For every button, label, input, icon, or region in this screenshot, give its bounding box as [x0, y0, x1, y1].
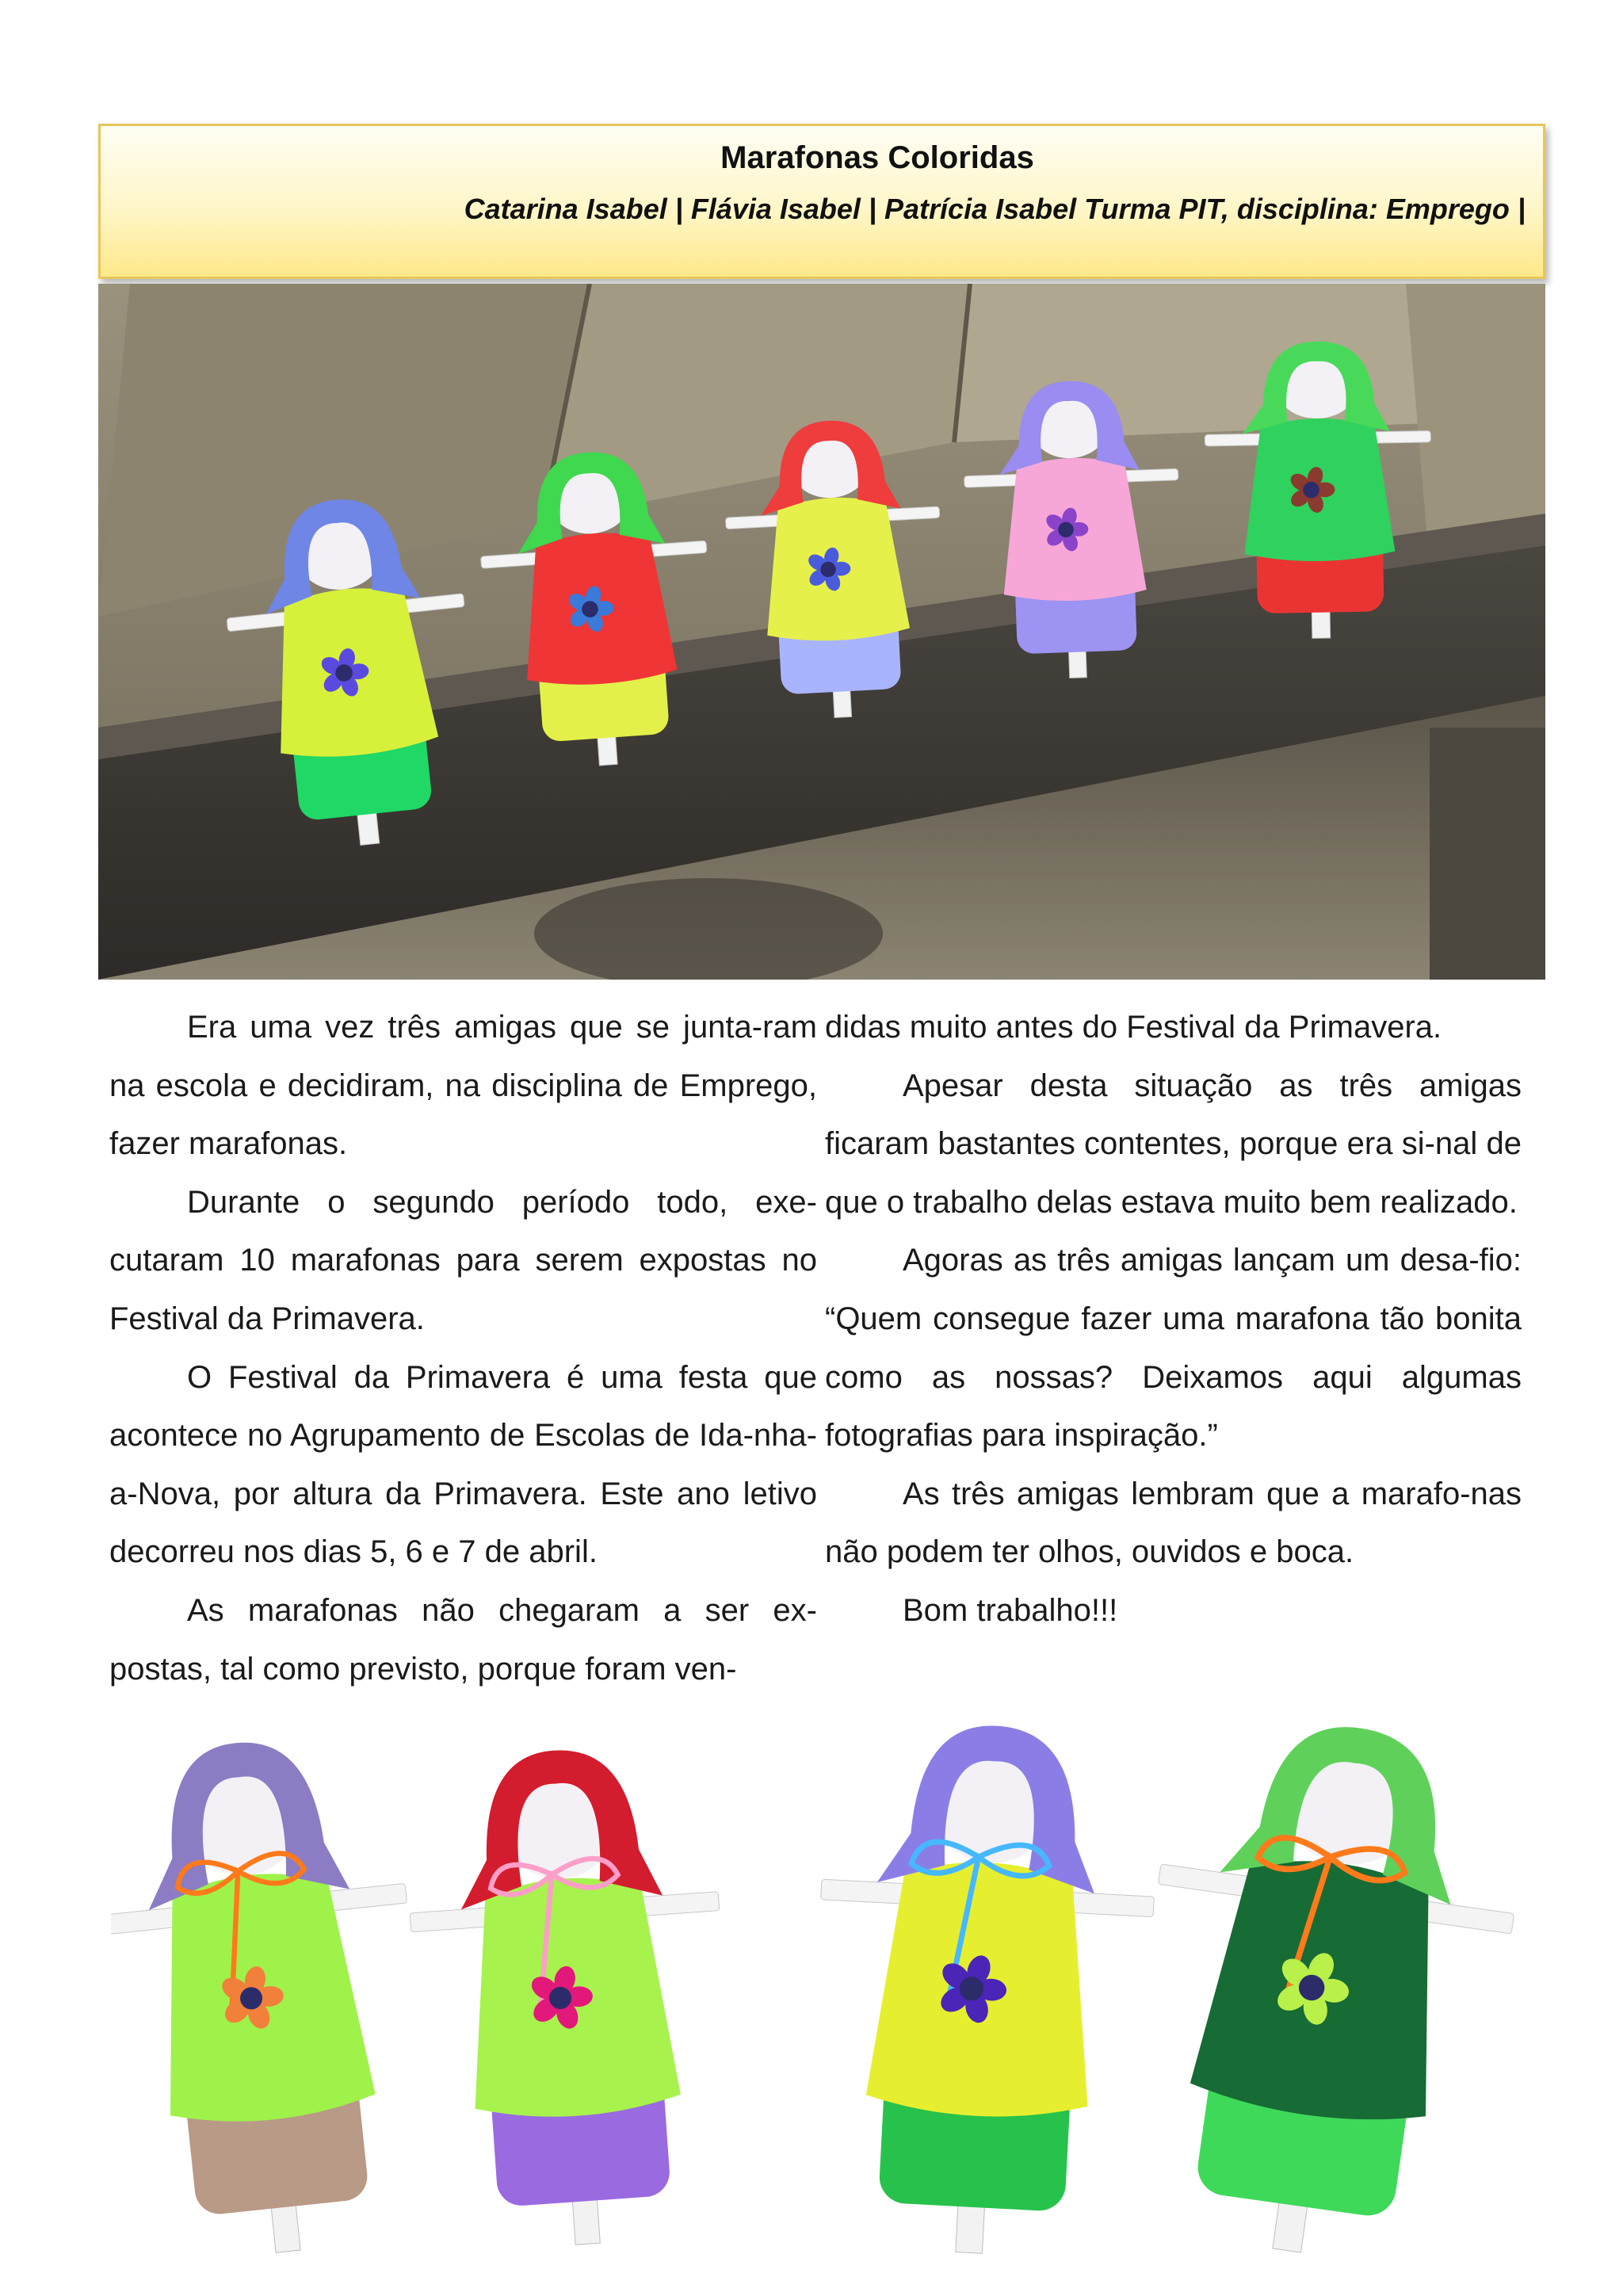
- article-column-left: [109, 999, 817, 1698]
- article-authors: Catarina Isabel | Flávia Isabel | Patrícia Isabel Turma PIT, disciplina: Emprego |: [464, 193, 1526, 225]
- collage-doll: [803, 1717, 1163, 2259]
- article-paragraph: O Festival da Primavera é uma festa que acontece no Agrupamento de Escolas de Ida-nha-a-Nova, por altura da Primavera. Este ano letivo decorreu nos dias 5, 6 e 7 de abril.: [109, 1359, 817, 1570]
- article-paragraph: As três amigas lembram que a marafo-nas não podem ter olhos, ouvidos e boca.: [825, 1476, 1522, 1570]
- photo-marafonas-shelf: [98, 284, 1545, 980]
- photo-marafonas-collage: [111, 1704, 1537, 2259]
- article-paragraph: As marafonas não chegaram a ser ex-postas, tal como previsto, porque foram ven-: [109, 1592, 817, 1687]
- collage-doll: [399, 1740, 743, 2255]
- collage-doll: [1110, 1704, 1537, 2259]
- article-paragraph: didas muito antes do Festival da Primavera.: [825, 1010, 1442, 1045]
- article-paragraph: Agoras as três amigas lançam um desa-fio: “Quem consegue fazer uma marafona tão bonita como as nossas? Deixamos aqui algumas fotografias para inspiração.”: [825, 1243, 1522, 1454]
- article-paragraph: Bom trabalho!!!: [903, 1592, 1118, 1628]
- article-paragraph: Durante o segundo período todo, exe-cutaram 10 marafonas para serem expostas no Festival da Primavera.: [109, 1184, 817, 1336]
- article-paragraph: Era uma vez três amigas que se junta-ram na escola e decidiram, na disciplina de Emprego, fazer marafonas.: [109, 1010, 817, 1162]
- article-column-right: [825, 999, 1522, 1641]
- article-paragraph: Apesar desta situação as três amigas ficaram bastantes contentes, porque era si-nal de que o trabalho delas estava muito bem realizado.: [825, 1068, 1522, 1220]
- article-header: [98, 124, 1545, 279]
- article-title: Marafonas Coloridas: [720, 140, 1034, 175]
- collage-doll: [111, 1727, 442, 2259]
